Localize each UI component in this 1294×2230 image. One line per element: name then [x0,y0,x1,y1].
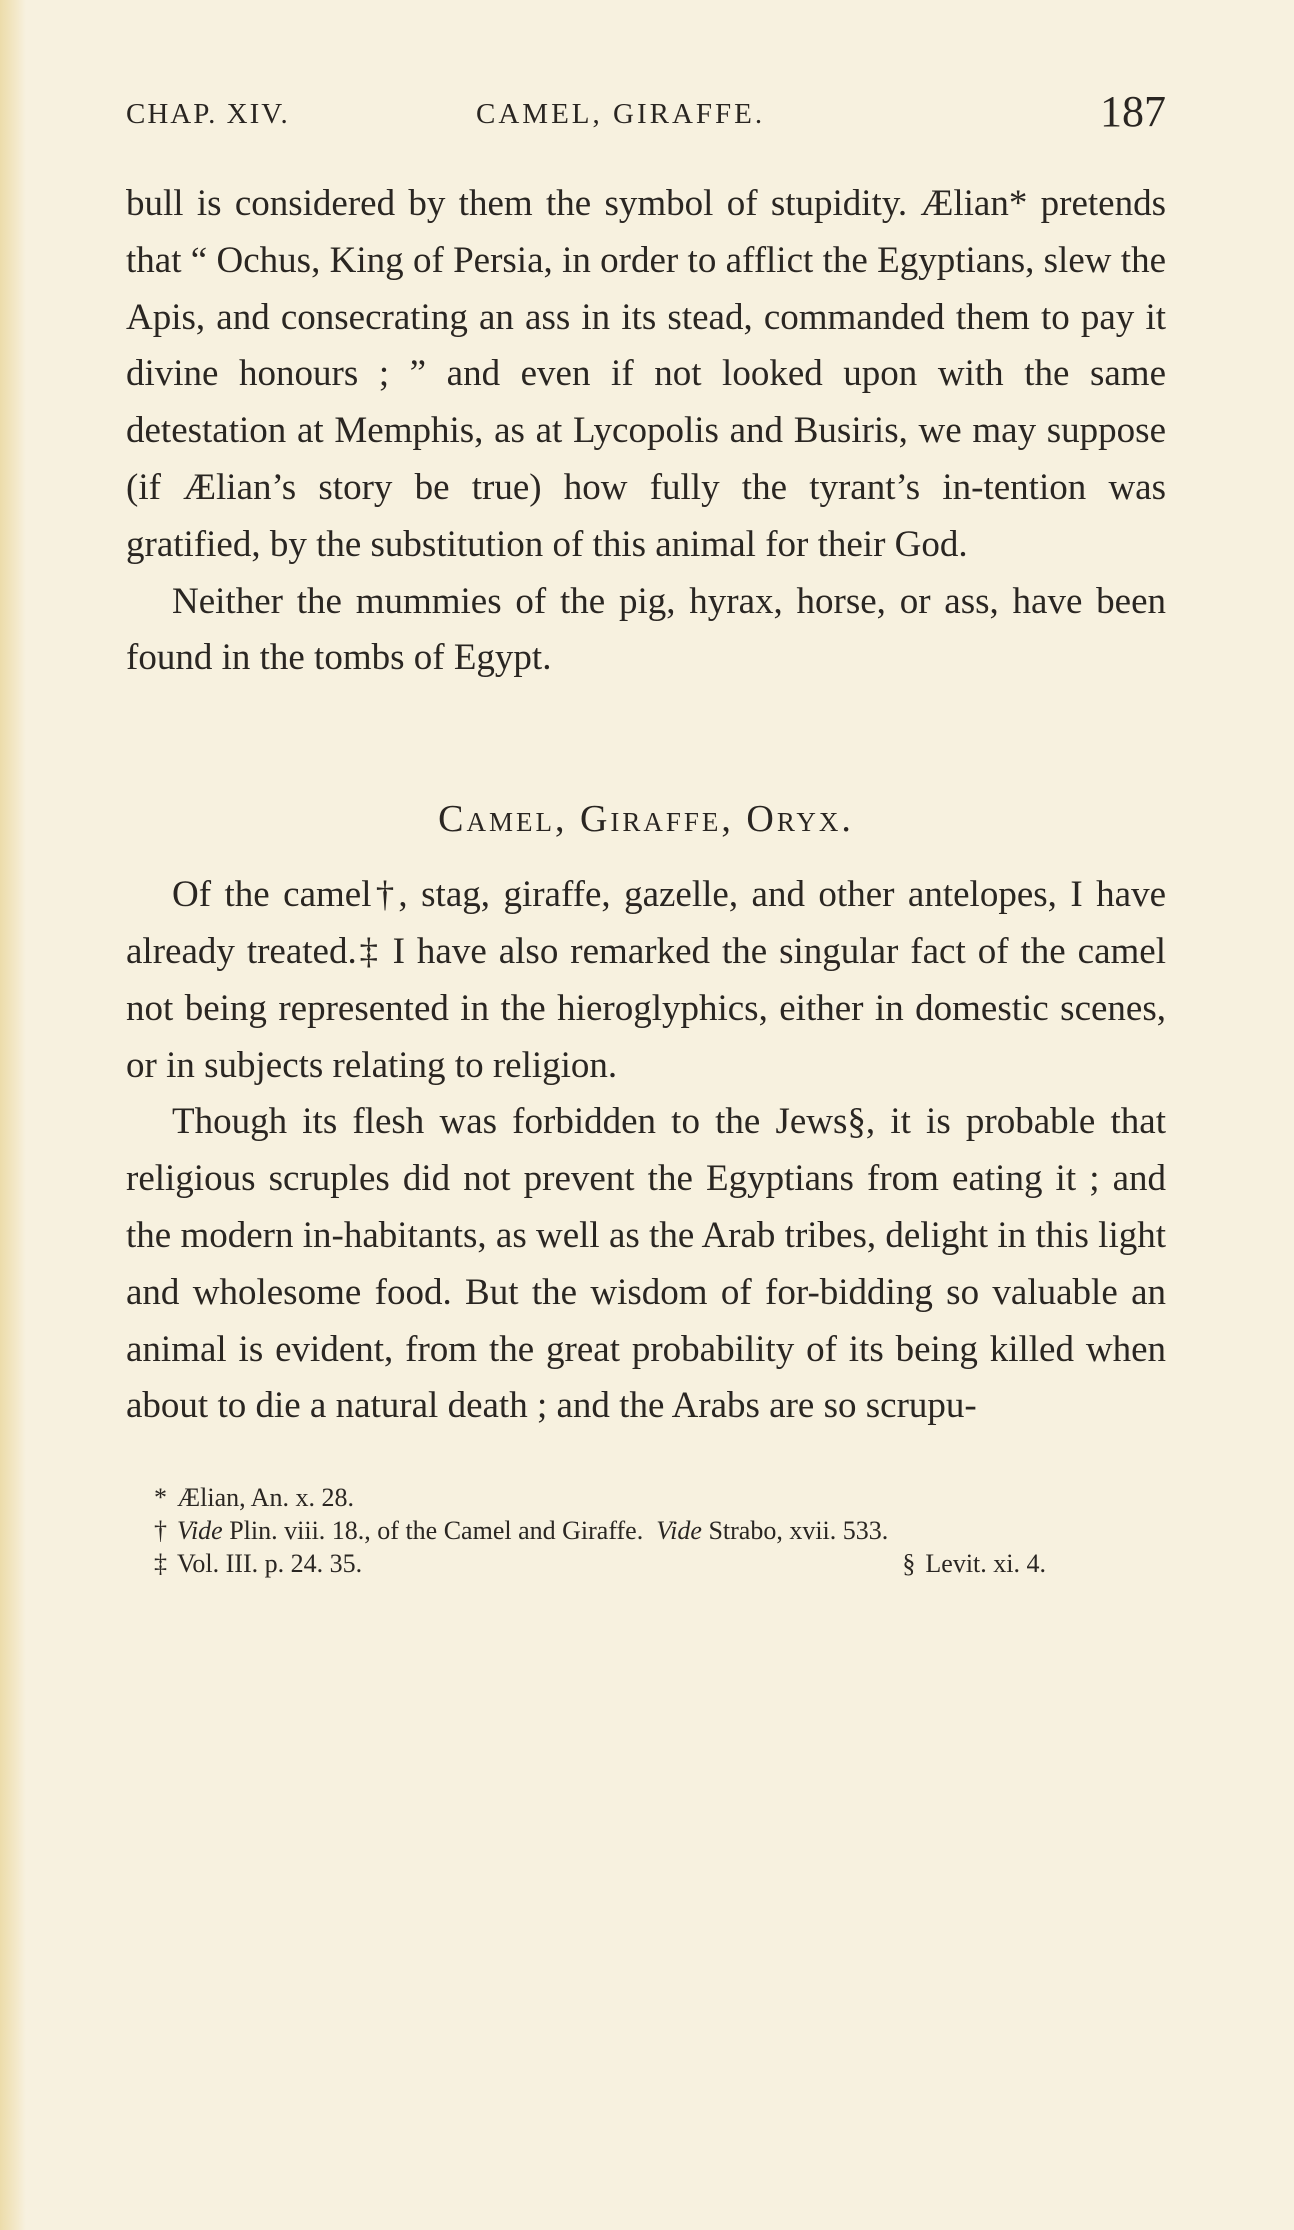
footnote-levit [902,1547,1046,1580]
footnote-mark: ‡ [154,1549,167,1579]
footnote-text: Strabo, xvii. 533. [708,1516,889,1546]
footnote-vide: Vide [656,1516,702,1546]
paragraph-flesh: Though its flesh was forbidden to the Jews§, it is probable that religious scruples did not prevent the Egyptians from eating it ; and the modern in-habitants, as well as the Arab tribes, delight in this light and wholesome food. But the wisdom of for-bidding so valuable an animal is evident, from the great probability of its being killed when about to die a natural death ; and the Arabs are so scrupu- [126,1101,1166,1427]
paragraph-mummies: Neither the mummies of the pig, hyrax, horse, or ass, have been found in the tombs of Egypt. [126,580,1166,679]
footnote-row [126,1547,1166,1580]
footnote-mark: § [902,1549,916,1579]
footnote-text: Ælian, An. x. 28. [177,1483,354,1513]
running-head [126,88,1166,148]
paragraph-apis: bull is considered by them the symbol of stupidity. Ælian* pretends that “ Ochus, King of Persia, in order to afflict the Egyptians, slew the Apis, and consecrating an ass in its stead, commanded them to pay it divine honours ; ” and even if not looked upon with the same detestation at Memphis, as at Lycopolis and Busiris, we may suppose (if Ælian’s story be true) how fully the tyrant’s in-tention was gratified, by the substitution of this animal for their God. [126,183,1166,565]
book-page [126,88,1166,1580]
footnote-text: Levit. xi. 4. [925,1549,1046,1579]
footnote-mark: * [154,1483,167,1513]
page-edge-shadow [0,0,26,2230]
section-heading: Camel, Giraffe, Oryx. [438,798,854,841]
footnote-mark: † [154,1516,167,1546]
paragraph-camel: Of the camel†, stag, giraffe, gazelle, and other antelopes, I have already treated.‡ I have also remarked the singular fact of the camel not being represented in the hieroglyphics, either in domestic scenes, or in subjects relating to religion. [126,874,1166,1086]
footnote-aelian [126,1481,1166,1514]
page-number: 187 [1100,87,1166,136]
running-title: CAMEL, GIRAFFE. [476,98,766,130]
footnote-text: Plin. viii. 18., of the Camel and Giraffe. [229,1516,644,1546]
body-text [126,176,1166,1435]
footnotes [126,1481,1166,1580]
footnote-pliny [126,1514,1166,1547]
chapter-label: CHAP. XIV. [126,98,290,130]
footnote-text: Vol. III. p. 24. 35. [177,1549,363,1579]
footnote-volume [154,1547,362,1580]
footnote-vide: Vide [177,1516,223,1546]
